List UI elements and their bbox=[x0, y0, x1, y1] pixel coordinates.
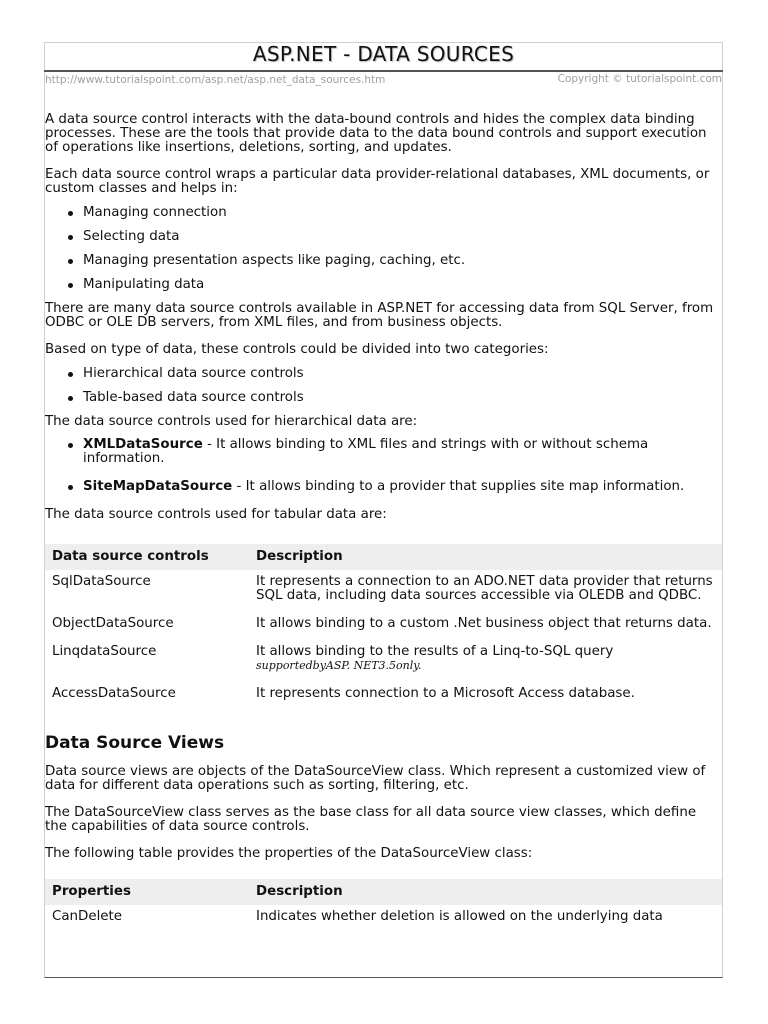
document-body bbox=[45, 113, 721, 933]
table-row bbox=[45, 905, 722, 933]
list-item: Manipulating data bbox=[83, 278, 721, 292]
available-controls-paragraph: There are many data source controls available in ASP.NET for accessing data from SQL Server, from ODBC or OLE DB servers, from XML files, and from business objects. bbox=[45, 301, 714, 330]
table-cell: SqlDataSource bbox=[52, 574, 151, 589]
table-cell bbox=[249, 640, 722, 682]
title-divider bbox=[44, 70, 723, 72]
categories-paragraph: Based on type of data, these controls could be divided into two categories: bbox=[45, 342, 549, 357]
table-header-row bbox=[45, 544, 722, 570]
table-row bbox=[45, 640, 722, 682]
table-cell: It represents a connection to an ADO.NET data provider that returns SQL data, including data sources accessible via OLEDB and QDBC. bbox=[256, 574, 713, 603]
tabular-paragraph: The data source controls used for tabular data are: bbox=[45, 507, 387, 522]
categories-list bbox=[45, 367, 721, 405]
properties-intro-paragraph: The following table provides the properties of the DataSourceView class: bbox=[45, 846, 533, 861]
table-cell: It allows binding to a custom .Net business object that returns data. bbox=[256, 616, 712, 631]
properties-table bbox=[45, 879, 722, 933]
table-cell: AccessDataSource bbox=[52, 686, 176, 701]
data-source-controls-table bbox=[45, 544, 722, 710]
page-title: ASP.NET - DATA SOURCES bbox=[252, 42, 515, 66]
table-row bbox=[45, 682, 722, 710]
list-item: Managing presentation aspects like paging, caching, etc. bbox=[83, 254, 721, 268]
table-row bbox=[45, 570, 722, 612]
term-description: - It allows binding to a provider that supplies site map information. bbox=[232, 479, 685, 494]
list-item: Managing connection bbox=[83, 206, 721, 220]
version-note: supportedbyASP. NET3.5only. bbox=[256, 659, 422, 672]
term-description: - It allows binding to XML files and strings with or without schema information. bbox=[83, 437, 649, 466]
base-class-paragraph: The DataSourceView class serves as the base class for all data source view classes, which define the capabilities of data source controls. bbox=[45, 805, 697, 834]
section-heading: Data Source Views bbox=[45, 733, 225, 753]
capabilities-list bbox=[45, 206, 721, 292]
table-row bbox=[45, 612, 722, 640]
cell-text: It allows binding to the results of a Linq-to-SQL query bbox=[256, 644, 614, 659]
table-cell: LinqdataSource bbox=[52, 644, 157, 659]
table-cell: Indicates whether deletion is allowed on the underlying data bbox=[256, 909, 663, 924]
table-header-cell: Description bbox=[249, 544, 722, 570]
list-item: Hierarchical data source controls bbox=[83, 367, 721, 381]
table-header-cell: Properties bbox=[45, 879, 249, 905]
hierarchical-paragraph: The data source controls used for hierarchical data are: bbox=[45, 414, 418, 429]
table-header-cell: Description bbox=[249, 879, 722, 905]
hierarchical-list bbox=[45, 438, 721, 494]
list-item bbox=[83, 480, 721, 494]
table-cell: CanDelete bbox=[52, 909, 123, 924]
wrap-paragraph: Each data source control wraps a particular data provider-relational databases, XML documents, or custom classes and helps in: bbox=[45, 167, 710, 196]
intro-paragraph: A data source control interacts with the data-bound controls and hides the complex data binding processes. These are the tools that provide data to the data bound controls and support execution of operations like insertions, deletions, sorting, and updates. bbox=[45, 112, 707, 155]
table-header-row bbox=[45, 879, 722, 905]
views-paragraph: Data source views are objects of the DataSourceView class. Which represent a customized view of data for different data operations such as sorting, filtering, etc. bbox=[45, 764, 706, 793]
list-item bbox=[83, 438, 721, 466]
list-item: Table-based data source controls bbox=[83, 391, 721, 405]
term-label: XMLDataSource bbox=[83, 437, 203, 452]
list-item: Selecting data bbox=[83, 230, 721, 244]
term-label: SiteMapDataSource bbox=[83, 479, 233, 494]
table-header-cell: Data source controls bbox=[45, 544, 249, 570]
copyright-notice: Copyright © tutorialspoint.com bbox=[557, 73, 722, 85]
table-cell: It represents connection to a Microsoft Access database. bbox=[256, 686, 635, 701]
table-cell: ObjectDataSource bbox=[52, 616, 174, 631]
source-url[interactable]: http://www.tutorialspoint.com/asp.net/asp.net_data_sources.htm bbox=[45, 74, 386, 86]
